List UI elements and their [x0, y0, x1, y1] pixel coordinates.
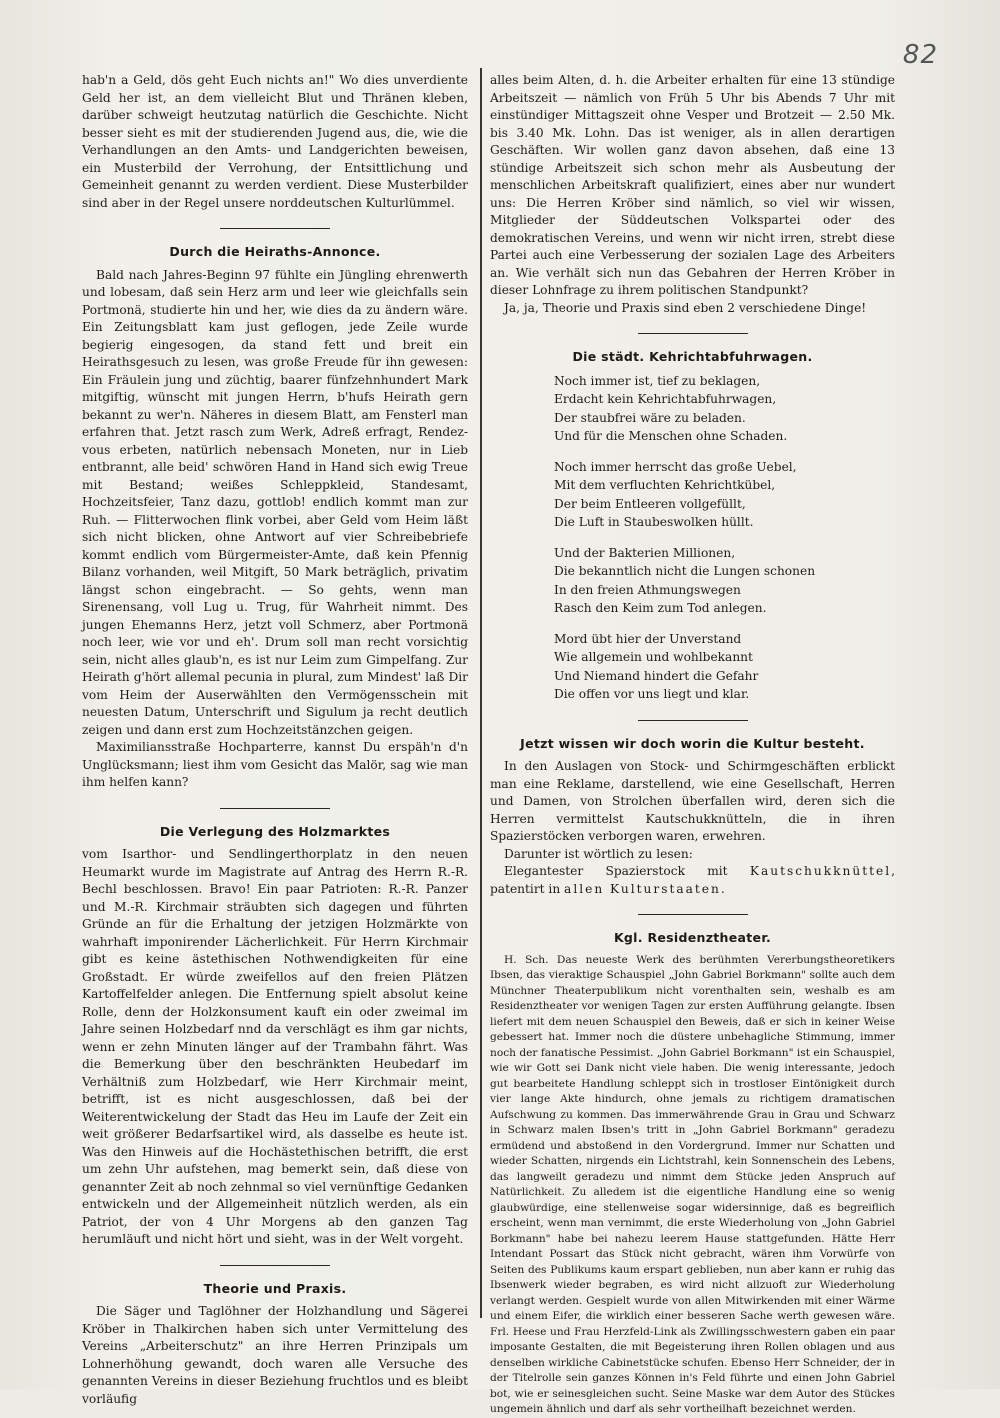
quote-text: .: [720, 881, 725, 896]
holzmarkt-heading: Die Verlegung des Holzmarktes: [159, 823, 391, 839]
poem-line: Die Luft in Staubeswolken hüllt.: [554, 515, 754, 529]
poem-stanza: [554, 630, 895, 704]
poem-line: In den freien Athmungswegen: [554, 582, 741, 597]
poem-stanza: [554, 544, 895, 618]
section-rule: [638, 720, 748, 721]
poem-line: Und für die Menschen ohne Schaden.: [554, 429, 788, 443]
left-column: [82, 72, 468, 1408]
heiraths-paragraph-2: Maximiliansstraße Hochparterre, kannst Du erspäh'n d'n Unglücksmann; liest ihm vom Gesicht das Malör, sag wie man ihm helfen kann?: [82, 740, 468, 789]
poem-line: Der beim Entleeren vollgefüllt,: [554, 496, 746, 511]
poem-line: Mit dem verfluchten Kehrichtkübel,: [554, 478, 776, 492]
section-rule: [220, 228, 330, 229]
heiraths-heading: Durch die Heiraths-Annonce.: [169, 244, 381, 259]
quote-emphasis: Kautschukknüttel: [749, 864, 892, 878]
heiraths-paragraph-1: Bald nach Jahres-Beginn 97 fühlte ein Jüngling ehrenwerth und lobesam, daß sein Herz arm und leer wie gleichfalls sein Portmonä, studierte hin und her, wie dies da zu ändern wäre. Ein Zeitungsblatt kam just geflogen, jede Zeile wurde begierig eingesogen, da stand fett und breit ein Heirathsgesuch zu lesen, was große Freude für ihn gewesen: Ein Fräulein jung und züchtig, baarer fünfzehnhundert Mark mitgiftig, wünscht mit jungen Herrn, b'hufs Heirath gern bekannt zu wer'n. Näheres in diesem Blatt, am Fensterl man erfahren that. Jetzt rasch zum Werk, Adreß erfragt, Rendez-vous erbeten, natürlich nebensach Moneten, nur in Lieb entbrannt, alle beid' schwören Hand in Hand sich ewig Treue mit Bestand; weißes Schleppkleid, Standesamt, Hochzeitsfeier, Tanz dazu, gottlob! endlich kommt man zur Ruh. — Flitterwochen flink vorbei, aber Geld vom Heim läßt sich nicht blicken, ohne Antwort auf vier Schreibebriefe kommt endlich vom Bürgermeister-Amte, daß kein Pfennig Bilanz vorhanden, weil Mitgift, 50 Mark beträglich, privatim längst schon eingebracht. — So gehts, wenn man Sirenensang, voll Lug u. Trug, für Wahrheit nimmt. Des jungen Ehemanns Herz, jetzt voll Schmerz, aber Portmonä noch leer, wie vor und eh'. Drum soll man recht vorsichtig sein, nicht alles glaub'n, es ist nur Leim zum Gimpelfang. Zur Heirath g'hört allemal pecunia in plural, zum Mindest' laß Dir vom Heim der Auserwählten den Vermögensschein mit neuesten Datum, Unterschrift und Sigulum ja recht deutlich zeigen und dann erst zum Hochzeitstänzchen geigen.: [82, 267, 468, 737]
poem-stanza: [554, 372, 895, 446]
poem-line: Mord übt hier der Unverstand: [554, 631, 742, 646]
quote-text: Elegantester Spazierstock mit: [504, 864, 750, 878]
theorie-heading: Theorie und Praxis.: [203, 1280, 347, 1296]
section-rule: [220, 1265, 330, 1266]
theater-review: H. Sch. Das neueste Werk des berühmten Vererbungstheoretikers Ibsen, das vieraktige Schauspiel „John Gabriel Borkmann" sollte auch dem Münchner Theaterpublikum nicht vorenthalten sein, weshalb es am Residenztheater vor wenigen Tagen zur ersten Aufführung gelangte. Ibsen liefert mit dem neuen Schauspiel den Beweis, daß er sich in keiner Weise gebessert hat. Immer noch die düstere unbehagliche Stimmung, immer noch der fanatische Pessimist. „John Gabriel Borkmann" ist ein Schauspiel, wie wir Gott sei Dank nicht viele haben. Die wenig interessante, jedoch gut bearbeitete Handlung schleppt sich in trostloser Eintönigkeit durch vier lange Akte hindurch, ohne jemals zu richtigem dramatischen Aufschwung zu kommen. Das immerwährende Grau in Grau und Schwarz in Schwarz malen Ibsen's tritt in „John Gabriel Borkmann" geradezu ermüdend und abstoßend in den Vordergrund. Immer nur Schatten und wieder Schatten, nirgends ein Lichtstrahl, kein Sonnenschein des Lebens, das langweilt geradezu und nimmt dem Stücke jeden Anspruch auf Natürlichkeit. Zu alledem ist die eigentliche Handlung eine so wenig glaubwürdige, eine stellenweise sogar widersinnige, daß es begreiflich erscheint, wenn man vernimmt, die erste Wiederholung von „John Gabriel Borkmann" habe bei nahezu leerem Hause stattgefunden. Hätte Herr Intendant Possart das Stück nicht gebracht, wären ihm Vorwürfe von Seiten des Publikums kaum erspart geblieben, nun aber kann er ruhig das Ibsenwerk wieder begraben, es wird nicht allzuoft zur Wiederholung verlangt werden. Gespielt wurde von allen Mitwirkenden mit einer Wärme und einem Eifer, die wirklich einer besseren Sache werth gewesen wäre. Frl. Heese und Frau Herzfeld-Link als Zwillingsschwestern gaben ein paar imposante Gestalten, die mit Begeisterung ihren Rollen oblagen und aus denselben wirkliche Cabinetstücke schufen. Ebenso Herr Schneider, der in der Titelrolle sein ganzes Können in's Feld führte und einen John Gabriel bot, wie er seinesgleichen sucht. Seine Maske war dem Autor des Stückes ungemein ähnlich und darf als sehr vortheilhaft bezeichnet werden.: [490, 953, 895, 1415]
section-rule: [638, 333, 748, 334]
kehricht-poem: [554, 372, 895, 704]
kultur-heading: Jetzt wissen wir doch worin die Kultur besteht.: [520, 735, 865, 751]
right-column: [490, 72, 895, 1418]
poem-line: Erdacht kein Kehrichtabfuhrwagen,: [554, 392, 777, 406]
poem-line: Wie allgemein und wohlbekannt: [554, 650, 753, 664]
poem-line: Noch immer herrscht das große Uebel,: [554, 459, 797, 474]
kultur-paragraph-2: Darunter ist wörtlich zu lesen:: [504, 846, 693, 861]
kultur-quote: [490, 863, 895, 898]
quote-text: , patentirt in: [490, 864, 895, 896]
intro-paragraph: hab'n a Geld, dös geht Euch nichts an!" Wo dies unverdiente Geld her ist, an dem vielleicht Blut und Thränen kleben, darüber schweigt heutzutag natürlich die Geschichte. Nicht besser sieht es mit der studierenden Jugend aus, die, wie die Verhandlungen an den Amts- und Landgerichten beweisen, ein Musterbild der Verrohung, der Entsittlichung und Gemeinheit genannt zu werden verdient. Diese Musterbilder sind aber in der Regel unsere norddeutschen Kulturlümmel.: [82, 73, 468, 210]
page-number: 82: [902, 40, 938, 70]
theorie-paragraph: Die Säger und Taglöhner der Holzhandlung und Sägerei Kröber in Thalkirchen haben sich unter Vermittelung des Vereins „Arbeiterschutz" an ihre Herren Prinzipals um Lohnerhöhung gewandt, doch waren alle Versuche des genannten Vereins in dieser Beziehung fruchtlos und es bleibt vorläufig: [82, 1304, 468, 1406]
column-divider: [480, 68, 482, 1318]
poem-line: Die offen vor uns liegt und klar.: [554, 687, 750, 701]
kultur-paragraph-1: In den Auslagen von Stock- und Schirmgeschäften erblickt man eine Reklame, darstellend, wie eine Gesellschaft, Herren und Damen, von Strolchen überfallen wird, deren sich die Herren vermittelst Kautschukknütteln, die in ihren Spazierstöcken verborgen waren, erwehren.: [490, 759, 895, 843]
poem-line: Und Niemand hindert die Gefahr: [554, 668, 759, 683]
section-rule: [638, 914, 748, 915]
holzmarkt-paragraph: vom Isarthor- und Sendlingerthorplatz in den neuen Heumarkt wurde im Magistrate auf Antrag des Herrn R.-R. Bechl beschlossen. Bravo! Ein paar Patrioten: R.-R. Panzer und M.-R. Kirchmair sträubten sich dagegen und führten Gründe an für die Erhaltung der jetzigen Holzmärkte von wahrhaft imponirender Lächerlichkeit. Für Herrn Kirchmair gibt es keine ästethischen Nothwendigkeiten für eine Großstadt. Er würde zweifellos auf den freien Plätzen Kartoffelfelder anlegen. Die Entfernung spielt absolut keine Rolle, denn der Holzkonsument kauft ein oder zweimal im Jahre seinen Holzbedarf nnd da verschlägt es ihm gar nichts, wenn er zehn Minuten länger auf der Trambahn fährt. Was die Bemerkung über den beschränkten Heubedarf im Verhältniß zum Holzbedarf, wie Herr Kirchmair meint, betrifft, ist es nicht ausgeschlossen, daß bei der Weiterentwickelung der Stadt das Heu im Laufe der Zeit ein weit größerer Bedarfsartikel wird, als dasselbe es heute ist. Was den Hinweis auf die Hochästethischen betrifft, die erst um zehn Uhr aufstehen, mag bemerkt sein, daß diese von genannter Zeit ab noch zehnmal so viel vernünftige Gedanken entwickeln und der Allgemeinheit nützlich werden, als ein Patriot, der von 4 Uhr Morgens ab den ganzen Tag herumläuft und nicht hört und sieht, was in der Welt vorgeht.: [82, 847, 468, 1246]
poem-line: Rasch den Keim zum Tod anlegen.: [554, 601, 767, 615]
kehricht-heading: Die städt. Kehrichtabfuhrwagen.: [572, 349, 813, 364]
theater-heading: Kgl. Residenztheater.: [613, 930, 772, 945]
poem-line: Und der Bakterien Millionen,: [554, 545, 736, 560]
poem-stanza: [554, 458, 895, 532]
poem-line: Die bekanntlich nicht die Lungen schonen: [554, 564, 816, 578]
quote-emphasis: allen Kulturstaaten: [564, 881, 721, 896]
poem-line: Noch immer ist, tief zu beklagen,: [554, 373, 761, 388]
section-rule: [220, 808, 330, 809]
poem-line: Der staubfrei wäre zu beladen.: [554, 410, 746, 425]
theorie-continued-paragraph: alles beim Alten, d. h. die Arbeiter erhalten für eine 13 stündige Arbeitszeit — nämlich von Früh 5 Uhr bis Abends 7 Uhr mit einstündiger Mittagszeit ohne Vesper und Brotzeit — 2.50 Mk. bis 3.40 Mk. Lohn. Das ist weniger, als in allen derartigen Geschäften. Wir wollen ganz davon absehen, daß eine 13 stündige Arbeitszeit sich schon mehr als Ausbeutung der menschlichen Arbeitskraft qualifiziert, eines aber nur wundert uns: Die Herren Kröber sind nämlich, so viel wir wissen, Mitglieder der Süddeutschen Volkspartei oder des demokratischen Vereins, und wenn wir nicht irren, strebt diese Partei auch eine Verbesserung der sozialen Lage des Arbeiters an. Wie verhält sich nun das Gebahren der Herren Kröber in dieser Lohnfrage zu ihrem politischen Standpunkt?: [490, 73, 895, 297]
theorie-closing-line: Ja, ja, Theorie und Praxis sind eben 2 verschiedene Dinge!: [504, 300, 867, 315]
